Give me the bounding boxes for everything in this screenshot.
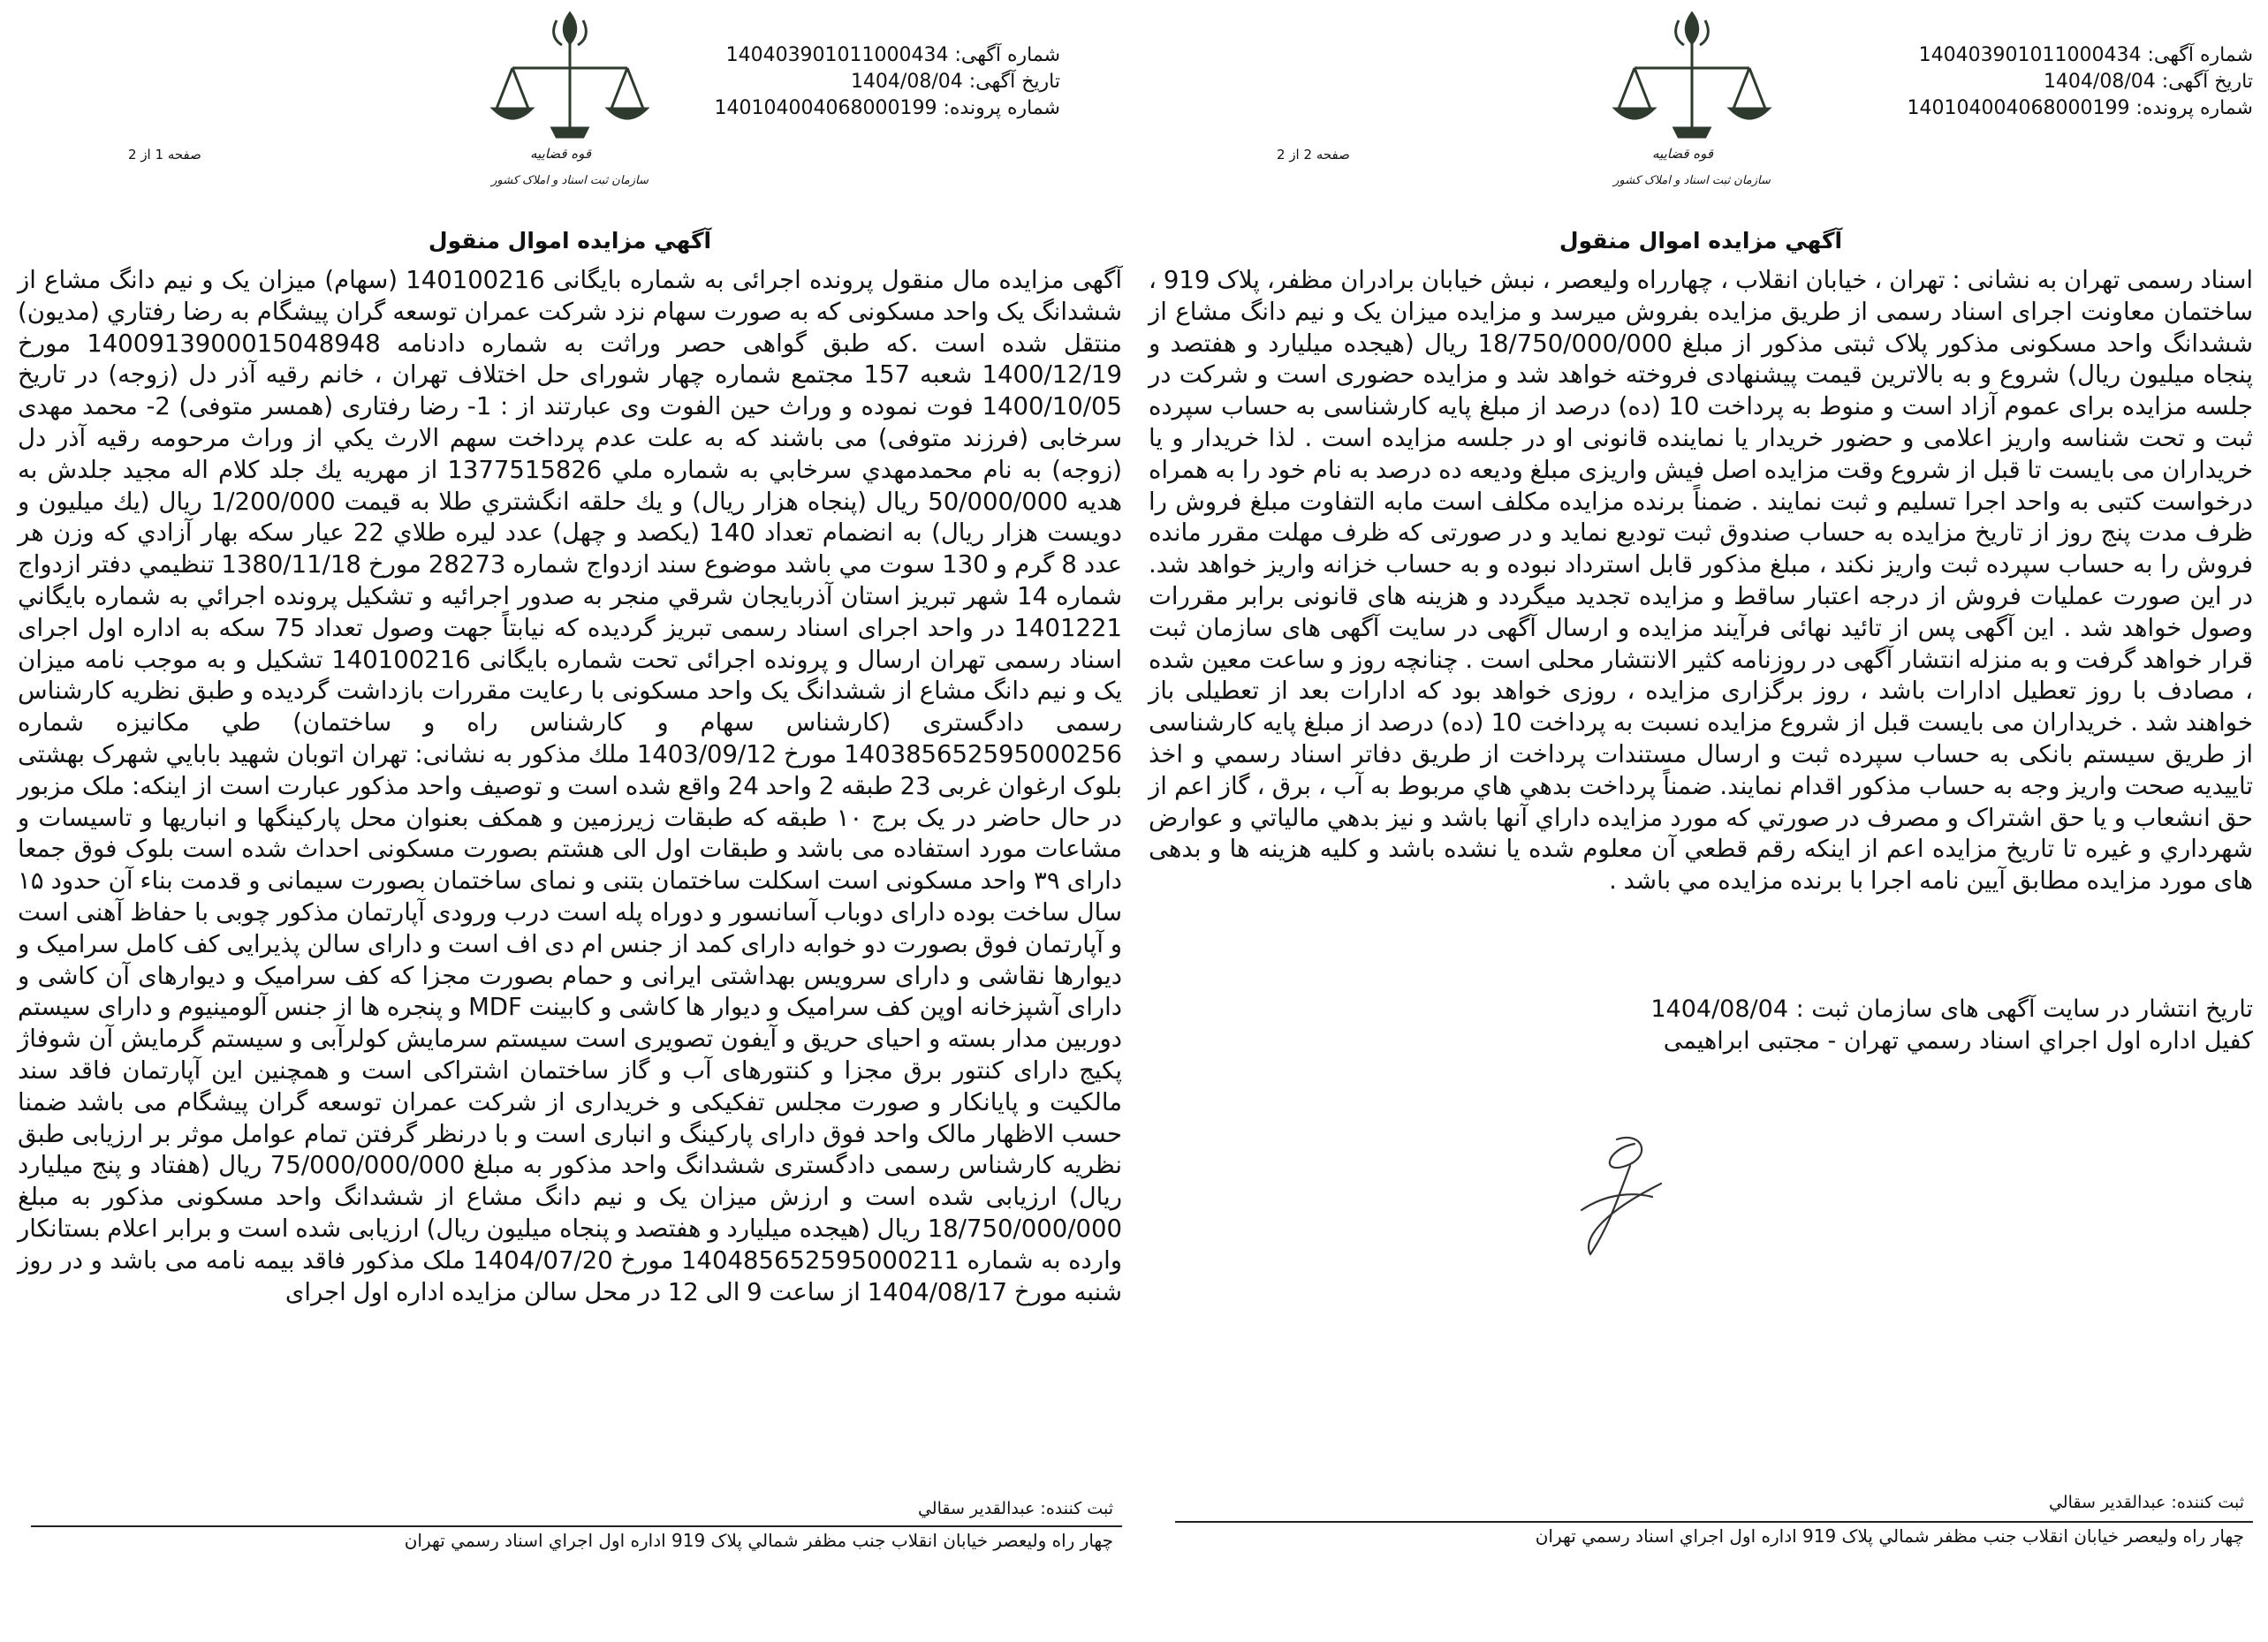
page-title: آگهي مزايده اموال منقول <box>428 228 712 253</box>
ad-date: تاریخ آگهی: 1404/08/04 <box>850 71 1060 93</box>
page-title: آگهي مزايده اموال منقول <box>1559 228 1843 253</box>
notice-body: آگهی مزایده مال منقول پرونده اجرائی به شماره بایگانی 140100216 (سهام) میزان یک و نیم دانگ مشاع از ششدانگ یک واحد مسکونی که به صورت سهام نزد شرکت عمران توسعه گران پیشگام به رضا رفتاري (مدیون) منتقل شده است .که طبق گواهی حصر وراثت به شماره دادنامه 140091390001504894‌8 مورخ 1400/12/19 شعبه 157 مجتمع شماره چهار شورای حل اختلاف تهران ، خانم رقیه آذر دل (زوجه) در تاریخ 1400/10/05 فوت نموده و وراث حین الفوت وی عبارتند از : 1- رضا رفتاری (همسر متوفی) 2- محمد مهدی سرخابی (فرزند متوفی) می باشند که به علت عدم پرداخت سهم الارث يكي از وراث مرحومه رقيه آذر دل (زوجه) به نام محمدمهدي سرخابي به شماره ملي 1377515826 از مهريه يك جلد كلام اله مجيد جلدش به هديه 50/000/000 ريال (پنجاه هزار ريال) و يك حلقه انگشتري طلا به قيمت 1/200/000 ريال (يك ميليون و دويست هزار ريال) به انضمام تعداد 140 (يكصد و چهل) عدد ليره طلاي 22 عيار سكه بهار آزادي كه وزن هر عدد 8 گرم و 130 سوت مي باشد موضوع سند ازدواج شماره 28273 مورخ 1380/11/18 تنظيمي دفتر ازدواج شماره 14 شهر تبريز استان آذربايجان شرقي منجر به صدور اجرائيه و تشكيل پرونده اجرائي به شماره بايگاني 1401221 در واحد اجرای اسناد رسمی تبریز گردیده که نیابتاً جهت وصول تعداد 75 سکه به اداره اول اجرای اسناد رسمی تهران ارسال و پرونده اجرائی تحت شماره بایگانی 140100216 تشکیل و به موجب نامه میزان یک و نیم دانگ مشاع از ششدانگ یک واحد مسکونی با رعایت مقررات بازداشت گردیده و طبق نظریه کارشناس رسمی دادگستری (کارشناس سهام و کارشناس راه و ساختمان) طي مكانيزه شماره 14038565259500025‌6 مورخ 1403/09/12 ملك مذكور به نشانی: تهران اتوبان شهيد بابايي شهرک بهشتی بلوک ارغوان غربی 23 طبقه 2 واحد 24 واقع شده است و توصیف واحد مذکور عبارت است از اینکه: ملک مزبور در حال حاضر در یک برج ۱۰ طبقه که طبقات زیرزمین و همکف بعنوان محل پارکینگها و انباریها و تاسیسات و مشاعات مورد استفاده می باشد و طبقات اول الی هشتم بصورت مسکونی احداث شده است بلوک فوق جمعا دارای ۳۹ واحد مسکونی است اسکلت ساختمان بتنی و نمای ساختمان بصورت سیمانی و قدمت بناء آن حدود ۱۵ سال ساخت بوده دارای دوباب آسانسور و دوراه پله است درب ورودی آپارتمان مذکور چوبی با حفاظ آهنی است و آپارتمان فوق بصورت دو خوابه دارای کمد از جنس ام دی اف است و دارای سالن پذیرایی کف کامل سرامیک و دیوارها نقاشی و دارای سرویس بهداشتی ایرانی و حمام بصورت مجزا که کف سرامیک و دیوارهای آن کاشی و دارای آشپزخانه اوپن کف سرامیک و دیوار ها کاشی و کابینت MDF و پنجره ها از جنس آلومینیوم و دارای سیستم دوربین مدار بسته و احیای حریق و آیفون تصویری است سیستم سرمایش کولرآبی و سیستم گرمایش آن شوفاژ پکیج دارای کنتور برق مجزا و کنتورهای آب و گاز ساختمان اشتراکی است و همچنین این آپارتمان فاقد سند مالکیت و پایانکار و صورت مجلس تفکیکی و خریداری از شرکت عمران توسعه گران پیشگام می باشد ضمنا حسب الاظهار مالک واحد فوق دارای پارکینگ و انباری است و با درنظر گرفتن تمام عوامل موثر بر ارزیابی طبق نظریه کارشناس رسمی دادگستری ششدانگ واحد مذکور به مبلغ 75/000/000/000 ریال (هفتاد و پنج میلیارد ریال) ارزیابی شده است و ارزش میزان یک و نیم دانگ مشاع از ششدانگ واحد مسکونی مذکور به مبلغ 18/750/000/000 ریال (هیجده میلیارد و هفتصد و پنجاه میلیون ریال) ارزیابی شده است و برابر اعلام بستانکار وارده به شماره 14048565259500021‌1 مورخ 1404/07/20 ملک مذکور فاقد بیمه نامه می باشد و در روز شنبه مورخ 1404/08/17 از ساعت 9 الی 12 در محل سالن مزایده اداره اول اجرای <box>18 266 1123 1306</box>
judiciary-emblem-logo <box>486 4 654 208</box>
page-2 <box>1149 0 2253 1642</box>
registrar-line: ثبت کننده: عبدالقدير سقالي <box>917 1499 1113 1518</box>
org-caption: سازمان ثبت اسناد و املاک کشور <box>1613 174 1771 187</box>
footer-divider <box>31 1525 1122 1527</box>
judiciary-emblem-logo <box>1608 4 1776 208</box>
page-number: صفحه 2 از 2 <box>1277 147 1350 163</box>
handwritten-signature <box>1555 1131 1679 1263</box>
case-number: شماره پرونده: 140104004068000199 <box>1907 97 2253 119</box>
page-number: صفحه 1 از 2 <box>128 147 201 163</box>
notice-body: اسناد رسمی تهران به نشانی : تهران ، خیابان انقلاب ، چهارراه ولیعصر ، نبش خیابان برادران مظفر، پلاک 919 ، ساختمان معاونت اجرای اسناد رسمی از طریق مزایده بفروش میرسد و مزایده میزان یک و نیم دانگ مشاع از ششدانگ واحد مسکونی مذکور پلاک ثبتی مذکور از مبلغ 18/750/000/000 ریال (هیجده میلیارد و هفتصد و پنجاه میلیون ریال) شروع و به بالاترین قیمت پیشنهادی فروخته خواهد شد و مزایده حضوری است و شرکت در جلسه مزایده برای عموم آزاد است و منوط به پرداخت 10 (ده) درصد از مبلغ پایه کارشناسی به حساب سپرده ثبت و تحت شناسه واریز اعلامی و حضور خریدار یا نماینده قانونی او در جلسه مزایده است . لذا خریدار و یا خریداران می بایست تا قبل از شروع وقت مزایده اصل فیش واریزی مبلغ ودیعه ده درصد به نام خود را به همراه درخواست کتبی به واحد اجرا تسلیم و ثبت نمایند . ضمناً برنده مزایده مکلف است مابه التفاوت مبلغ فروش را ظرف مدت پنج روز از تاریخ مزایده به حساب صندوق ثبت تودیع نماید و در صورتی که ظرف مهلت مقرر مانده فروش را به حساب سپرده ثبت واریز نکند ، مبلغ مذکور قابل استرداد نبوده و به حساب خزانه واریز خواهد شد. در این صورت عملیات فروش از درجه اعتبار ساقط و مزایده تجدید میگردد و هزینه های قانونی برابر مقررات وصول خواهد شد . این آگهی پس از تائید نهائی فرآیند مزایده و ارسال آگهی در سایت آگهی های سازمان ثبت قرار خواهد گرفت و به منزله انتشار آگهی در روزنامه کثیر الانتشار محلی است . چنانچه روز و ساعت معین شده ، مصادف با روز تعطیل ادارات باشد ، روز برگزاری مزایده ، روزی خواهد بود که ادارات بعد از تعطیلی باز خواهند شد . خریداران می بایست قبل از شروع مزایده نسبت به پرداخت 10 (ده) درصد از مبلغ پایه کارشناسی از طریق سیستم بانکی به حساب سپرده ثبت و ارسال مستندات پرداخت از طریق دفاتر اسناد رسمي و اخذ تاييديه صحت واريز وجه به حساب مذکور اقدام نمایند. ضمناً پرداخت بدهي هاي مربوط به آب ، برق ، گاز اعم از حق انشعاب و يا حق اشتراک و مصرف در صورتي که مورد مزايده داراي آنها باشد و نيز بدهي مالياتي و عوارض شهرداري و غيره تا تاريخ مزايده اعم از اينکه رقم قطعي آن معلوم شده يا نشده باشد و کليه هزينه ها و بدهی های مورد مزایده مطابق آیین نامه اجرا با برنده مزايده مي باشد . <box>1149 266 2254 896</box>
ad-number: شماره آگهی: 140403901011000434 <box>725 44 1060 66</box>
ad-number: شماره آگهی: 140403901011000434 <box>1918 44 2253 66</box>
footer-divider <box>1175 1521 2253 1523</box>
header-meta <box>1908 42 2253 122</box>
emblem-caption: قوه قضاییه <box>530 146 592 162</box>
footer-address: چهار راه وليعصر خيابان انقلاب جنب مظفر شمالي پلاک 919 اداره اول اجراي اسناد رسمي تهران <box>404 1530 1113 1551</box>
footer-address: چهار راه وليعصر خيابان انقلاب جنب مظفر شمالي پلاک 919 اداره اول اجراي اسناد رسمي تهران <box>1535 1525 2244 1547</box>
signer-line: کفیل اداره اول اجراي اسناد رسمي تهران - مجتبی ابراهیمی <box>1663 1027 2253 1055</box>
org-caption: سازمان ثبت اسناد و املاک کشور <box>491 174 649 187</box>
ad-date: تاریخ آگهی: 1404/08/04 <box>2043 71 2253 93</box>
page-1 <box>18 0 1122 1642</box>
emblem-caption: قوه قضاییه <box>1652 146 1714 162</box>
publish-date-line: تاریخ انتشار در سایت آگهی های سازمان ثبت : 1404/08/04 <box>1650 995 2253 1023</box>
case-number: شماره پرونده: 140104004068000199 <box>714 97 1060 119</box>
header-meta <box>715 42 1060 122</box>
registrar-line: ثبت کننده: عبدالقدير سقالي <box>2048 1493 2244 1512</box>
